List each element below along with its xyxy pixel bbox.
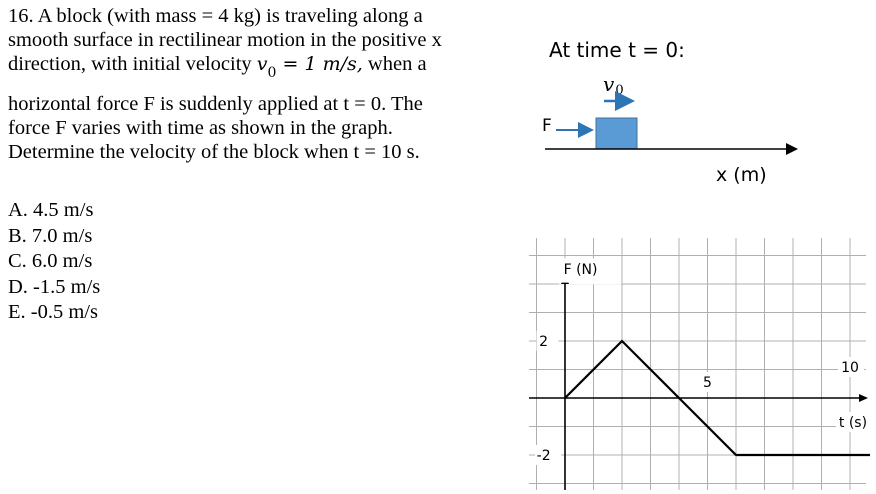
y-tick-label-2: 2 bbox=[539, 334, 549, 350]
question-line-6: Determine the velocity of the block when t = 10 s. bbox=[8, 141, 420, 163]
x-tick-label-5: 5 bbox=[703, 375, 712, 391]
x-tick-label-10: 10 bbox=[841, 360, 859, 376]
question-line-5: force F varies with time as shown in the graph. bbox=[8, 117, 393, 139]
v-symbol: v bbox=[256, 53, 268, 75]
y-axis-label: F (N) bbox=[563, 262, 598, 279]
question-line-3-pre: direction, with initial velocity bbox=[8, 53, 252, 75]
choice-a[interactable]: A. 4.5 m/s bbox=[8, 199, 94, 221]
force-label: F bbox=[542, 116, 552, 136]
choice-c[interactable]: C. 6.0 m/s bbox=[8, 250, 93, 272]
x-axis-label: x (m) bbox=[716, 164, 767, 186]
v-value: = 1 m/s, bbox=[276, 53, 363, 75]
choice-b[interactable]: B. 7.0 m/s bbox=[8, 224, 93, 247]
v0-symbol: v bbox=[603, 72, 615, 96]
choice-d[interactable]: D. -1.5 m/s bbox=[8, 275, 101, 298]
v-subscript: 0 bbox=[267, 65, 277, 81]
question-line-1: 16. A block (with mass = 4 kg) is traveling along a bbox=[8, 5, 423, 27]
block bbox=[596, 118, 637, 149]
x-axis-label-t: t (s) bbox=[838, 415, 868, 431]
x-axis-arrowhead bbox=[859, 394, 868, 402]
choice-e[interactable]: E. -0.5 m/s bbox=[8, 301, 98, 323]
question-line-3-post: when a bbox=[362, 53, 427, 75]
question-line-2: smooth surface in rectilinear motion in the positive x bbox=[8, 29, 442, 51]
question-line-4: horizontal force F is suddenly applied at t = 0. The bbox=[8, 93, 423, 115]
y-tick-label-neg2: -2 bbox=[536, 448, 551, 464]
diagram-title: At time t = 0: bbox=[549, 38, 685, 62]
v0-subscript: 0 bbox=[615, 83, 624, 98]
force-time-graph bbox=[525, 230, 870, 492]
